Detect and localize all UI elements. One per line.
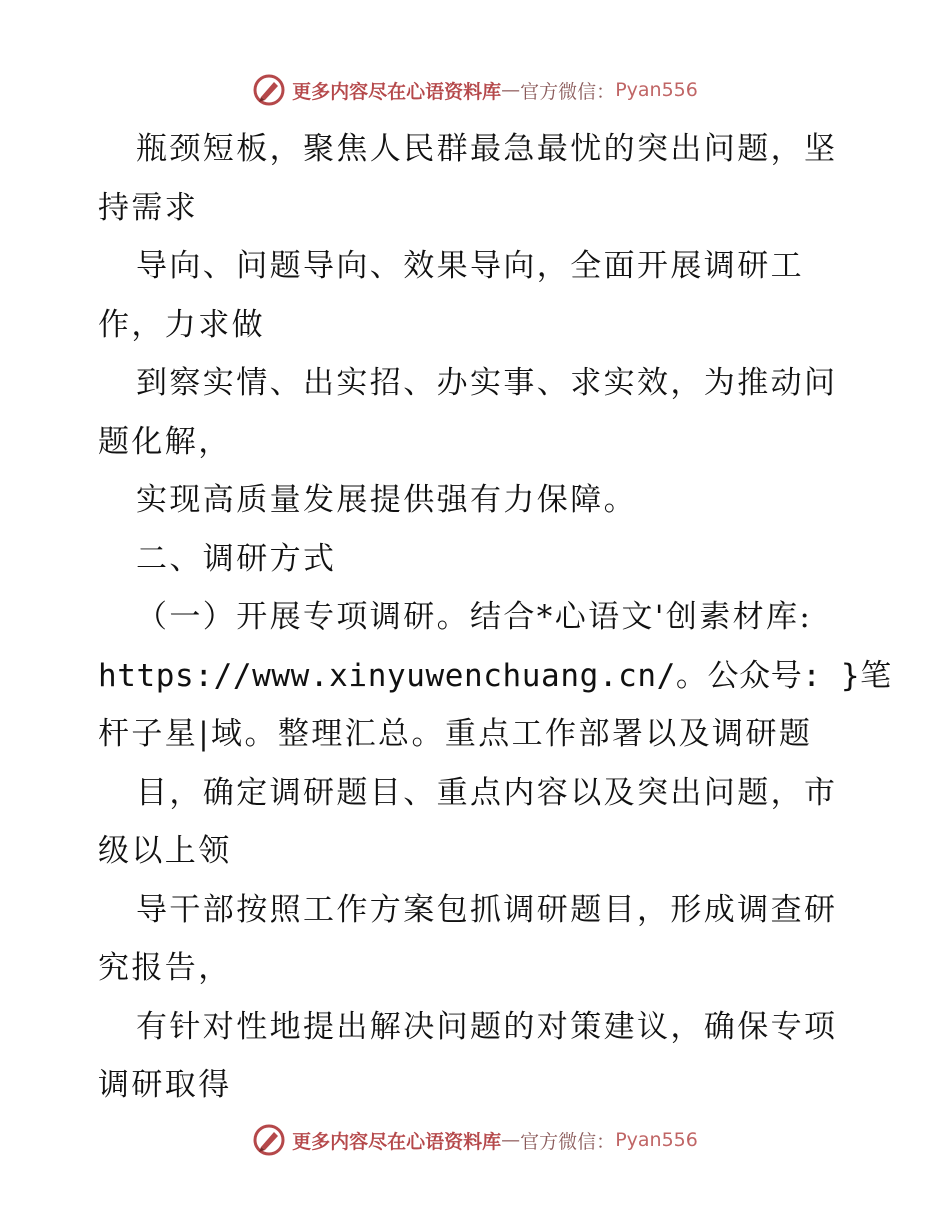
header-watermark [0,70,950,110]
footer-watermark [0,1120,950,1160]
watermark-wechat-id: Pyan556 [615,1129,698,1151]
watermark-wechat-label: 官方微信： [520,80,616,103]
text-line: 作，力求做 [98,306,265,343]
section-heading: 二、调研方式 [136,540,337,577]
text-line: 实现高质量发展提供强有力保障。 [136,482,637,518]
text-line: 目，确定调研题目、重点内容以及突出问题，市 [136,774,838,811]
text-line: （一）开展专项调研。结合*心语文'创素材库: [136,599,813,635]
text-line: 究报告， [98,950,232,986]
pen-logo-icon [252,1123,286,1157]
text-line: 瓶颈短板，聚焦人民群最急最忧的突出问题，坚 [136,131,838,167]
url-line: https://www.xinyuwenchuang.cn/。公众号: }笔 [98,657,892,694]
watermark-dash: — [501,79,521,101]
text-line: 有针对性地提出解决问题的对策建议，确保专项 [136,1008,838,1045]
pen-logo-icon [252,73,286,107]
document-body [98,120,892,1115]
watermark-wechat-label: 官方微信： [520,1130,616,1153]
text-line: 导干部按照工作方案包抓调研题目，形成调查研 [136,891,838,928]
text-line: 持需求 [98,189,199,226]
watermark-dash: — [501,1129,521,1151]
watermark-wechat-id: Pyan556 [615,79,698,101]
watermark-site-text: 更多内容尽在心语资料库 [292,1130,502,1153]
text-line: 题化解， [98,423,232,460]
watermark-site-text: 更多内容尽在心语资料库 [292,80,502,103]
text-line: 到察实情、出实招、办实事、求实效，为推动问 [136,365,838,401]
text-line: 调研取得 [98,1067,232,1103]
text-line: 级以上领 [98,833,232,869]
text-line: 导向、问题导向、效果导向，全面开展调研工 [136,248,804,284]
text-line: 杆子星|域。整理汇总。重点工作部署以及调研题 [98,716,813,752]
